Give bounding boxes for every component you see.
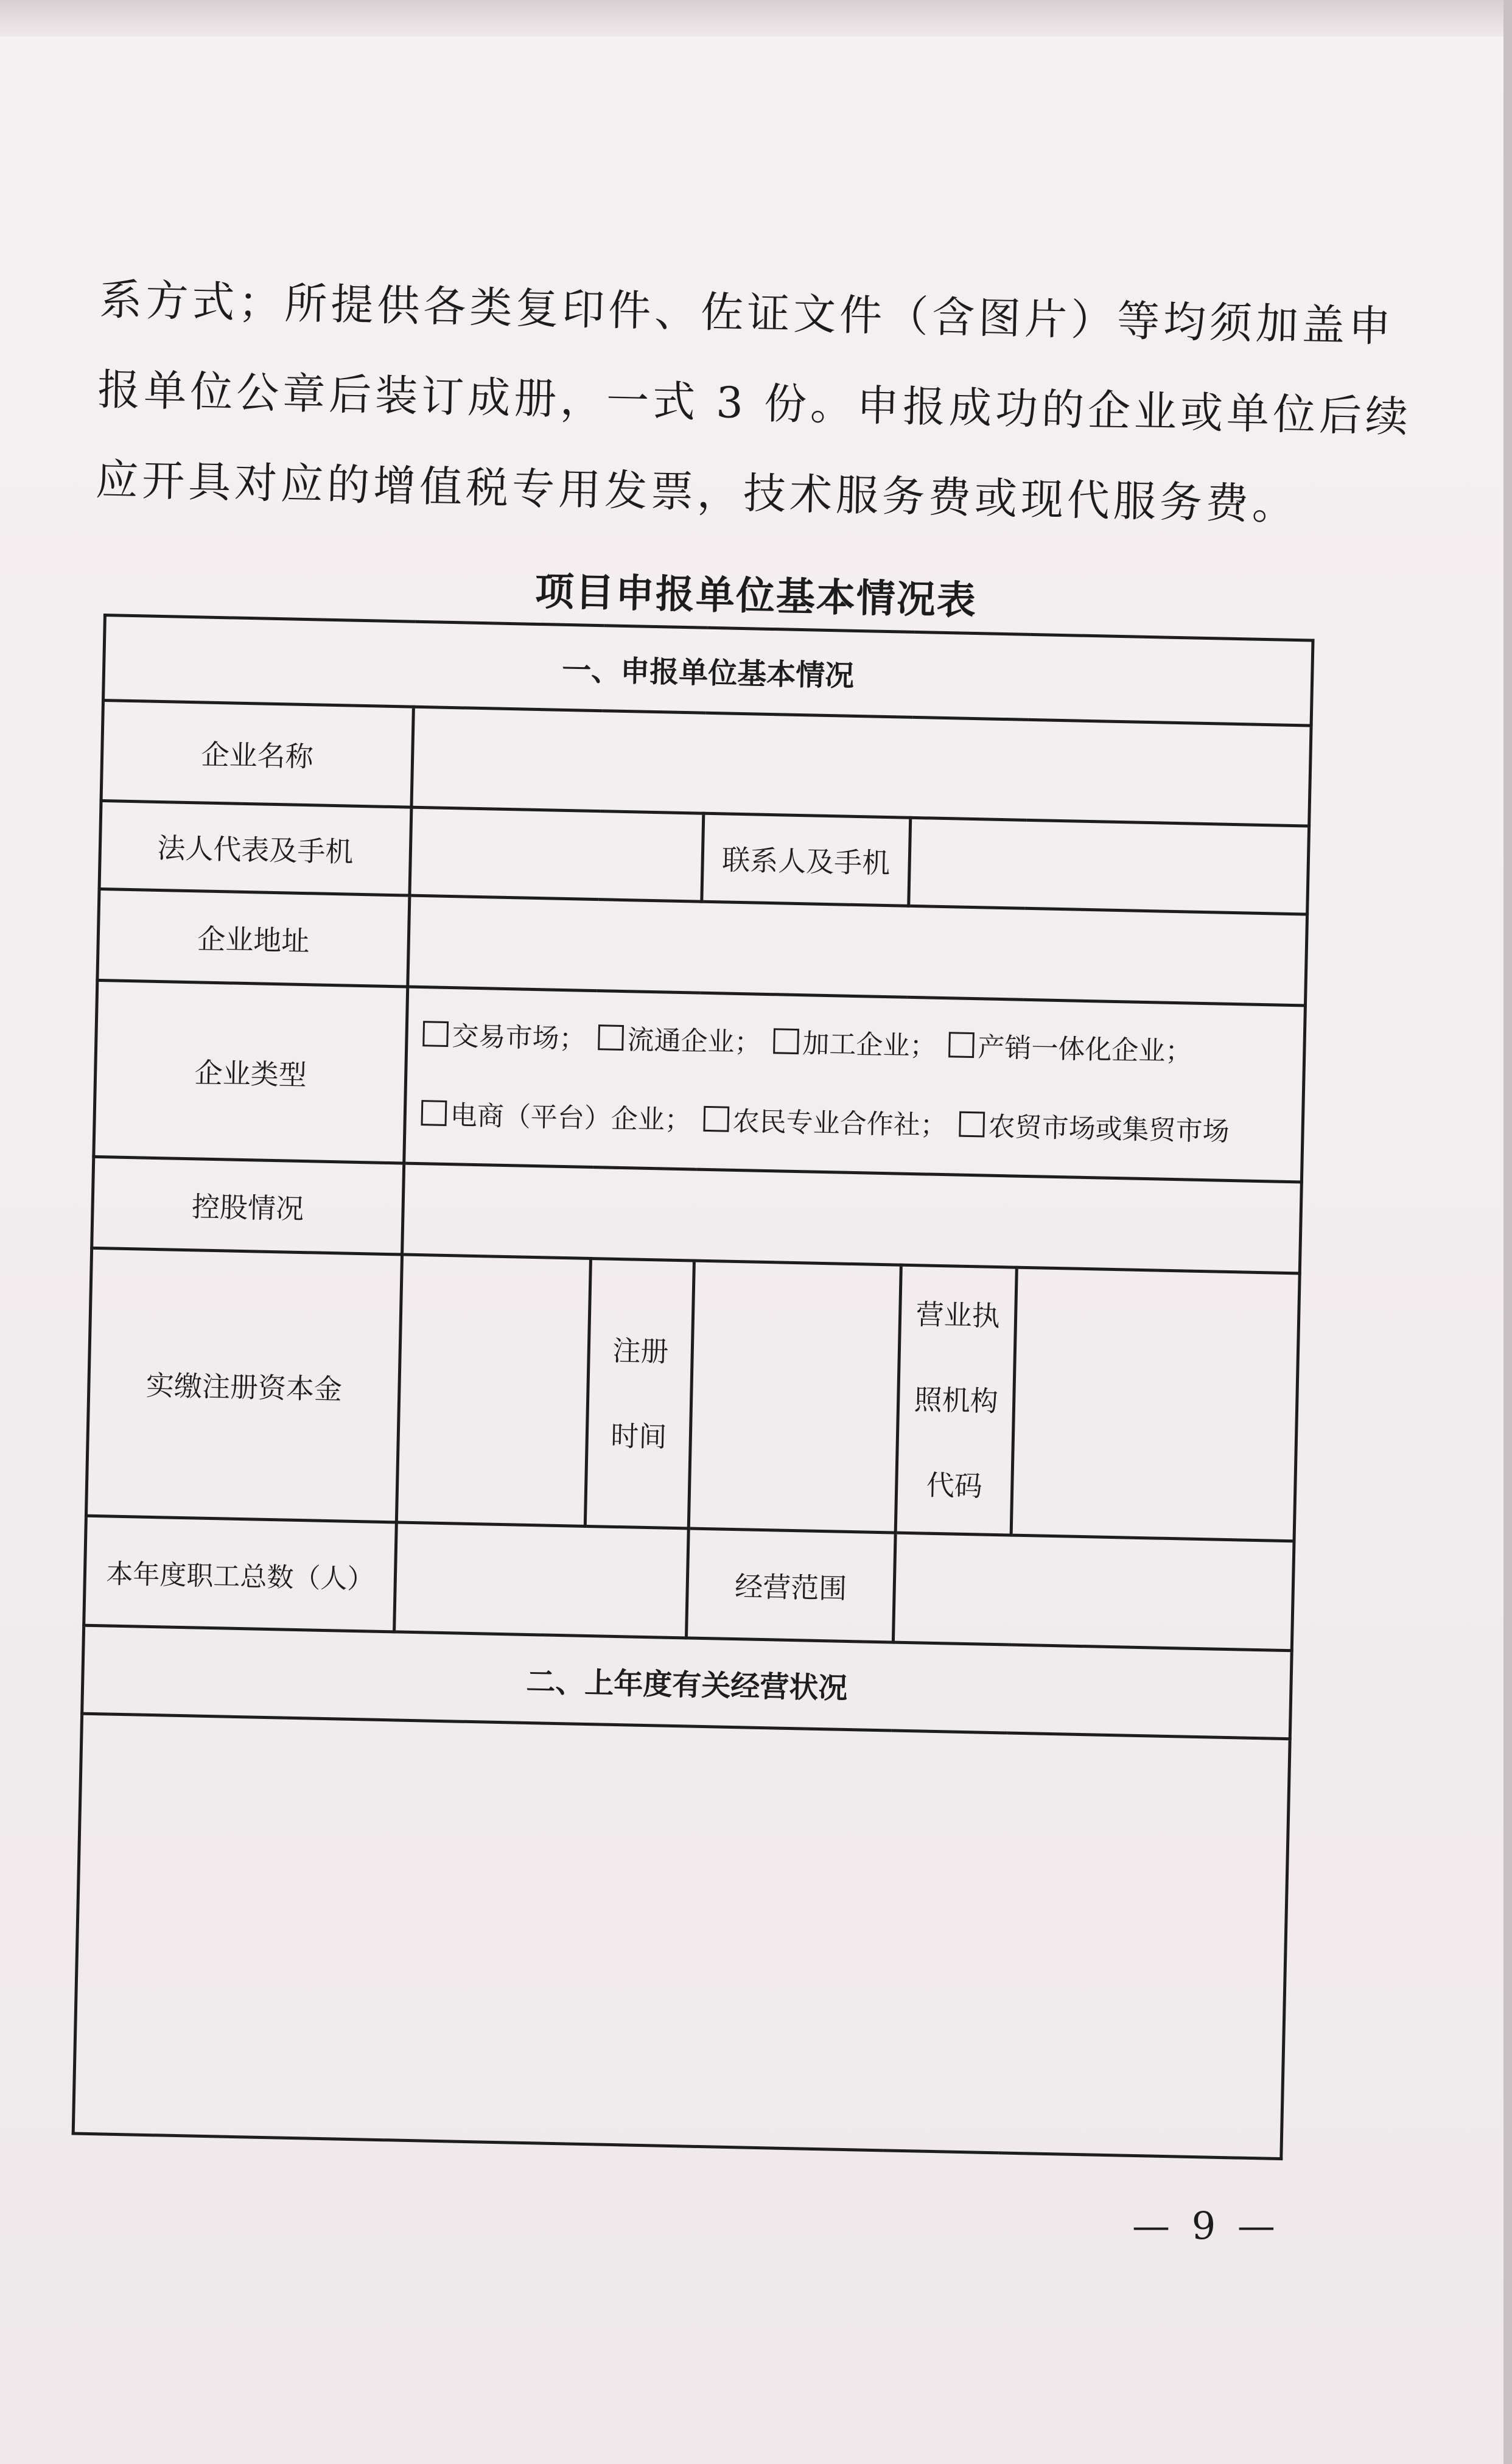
option-label: 电商（平台）企业； <box>450 1099 692 1136</box>
contact-label: 联系人及手机 <box>702 813 911 906</box>
paid-capital-label: 实缴注册资本金 <box>86 1248 402 1522</box>
paid-capital-field[interactable] <box>396 1255 590 1526</box>
operations-field[interactable] <box>73 1713 1290 2158</box>
checkbox[interactable] <box>421 1100 447 1126</box>
section1-heading: 一、申报单位基本情况 <box>103 615 1314 726</box>
employees-label: 本年度职工总数（人） <box>84 1516 397 1632</box>
page-right-edge <box>1503 0 1512 2464</box>
legal-rep-label: 法人代表及手机 <box>99 800 411 895</box>
license-code-label-line: 代码 <box>926 1468 983 1503</box>
page-top-edge <box>0 0 1512 37</box>
option-label: 加工企业； <box>802 1027 937 1062</box>
intro-paragraph <box>95 254 1412 551</box>
license-code-label <box>895 1265 1017 1535</box>
checkbox[interactable] <box>422 1021 449 1047</box>
checkbox[interactable] <box>773 1028 799 1054</box>
checkbox[interactable] <box>948 1032 975 1058</box>
option-label: 产销一体化企业； <box>977 1031 1192 1068</box>
legal-rep-field[interactable] <box>410 807 704 901</box>
option-label: 交易市场； <box>452 1020 587 1055</box>
option-label: 农民专业合作社； <box>732 1105 948 1141</box>
employees-field[interactable] <box>394 1522 689 1638</box>
option-label: 农贸市场或集贸市场 <box>988 1111 1230 1147</box>
application-form <box>71 614 1312 2191</box>
intro-line: 报单位公章后装订成册，一式 3 份。申报成功的企业或单位后续 <box>97 364 1412 443</box>
license-code-label-line: 照机构 <box>914 1382 999 1418</box>
capital-row <box>86 1248 1300 1541</box>
license-code-label-line: 营业执 <box>915 1297 1001 1332</box>
reg-time-label-line: 时间 <box>610 1419 667 1454</box>
page-number: — 9 — <box>1132 2203 1280 2248</box>
checkbox[interactable] <box>959 1111 985 1137</box>
form-table <box>72 614 1315 2160</box>
reg-time-field[interactable] <box>688 1261 901 1533</box>
business-scope-label: 经营范围 <box>686 1528 895 1642</box>
option-label: 流通企业； <box>626 1024 762 1059</box>
company-type-label: 企业类型 <box>94 980 408 1163</box>
operations-row <box>73 1713 1290 2158</box>
company-type-options <box>404 987 1306 1182</box>
checkbox[interactable] <box>703 1105 729 1132</box>
company-type-row <box>94 980 1306 1182</box>
business-scope-field[interactable] <box>893 1533 1294 1651</box>
reg-time-label <box>585 1258 694 1528</box>
address-label: 企业地址 <box>97 889 410 987</box>
reg-time-label-line: 注册 <box>612 1334 669 1368</box>
intro-line: 系方式；所提供各类复印件、佐证文件（含图片）等均须加盖申 <box>99 274 1395 352</box>
contact-field[interactable] <box>909 817 1309 914</box>
company-name-label: 企业名称 <box>101 701 413 808</box>
license-code-field[interactable] <box>1011 1267 1300 1541</box>
form-title: 项目申报单位基本情况表 <box>534 569 978 624</box>
checkbox[interactable] <box>598 1024 624 1051</box>
intro-line: 应开具对应的增值税专用发票，技术服务费或现代服务费。 <box>95 454 1299 530</box>
company-name-field[interactable] <box>411 707 1311 826</box>
holding-label: 控股情况 <box>92 1157 404 1255</box>
section2-heading: 二、上年度有关经营状况 <box>82 1625 1292 1739</box>
